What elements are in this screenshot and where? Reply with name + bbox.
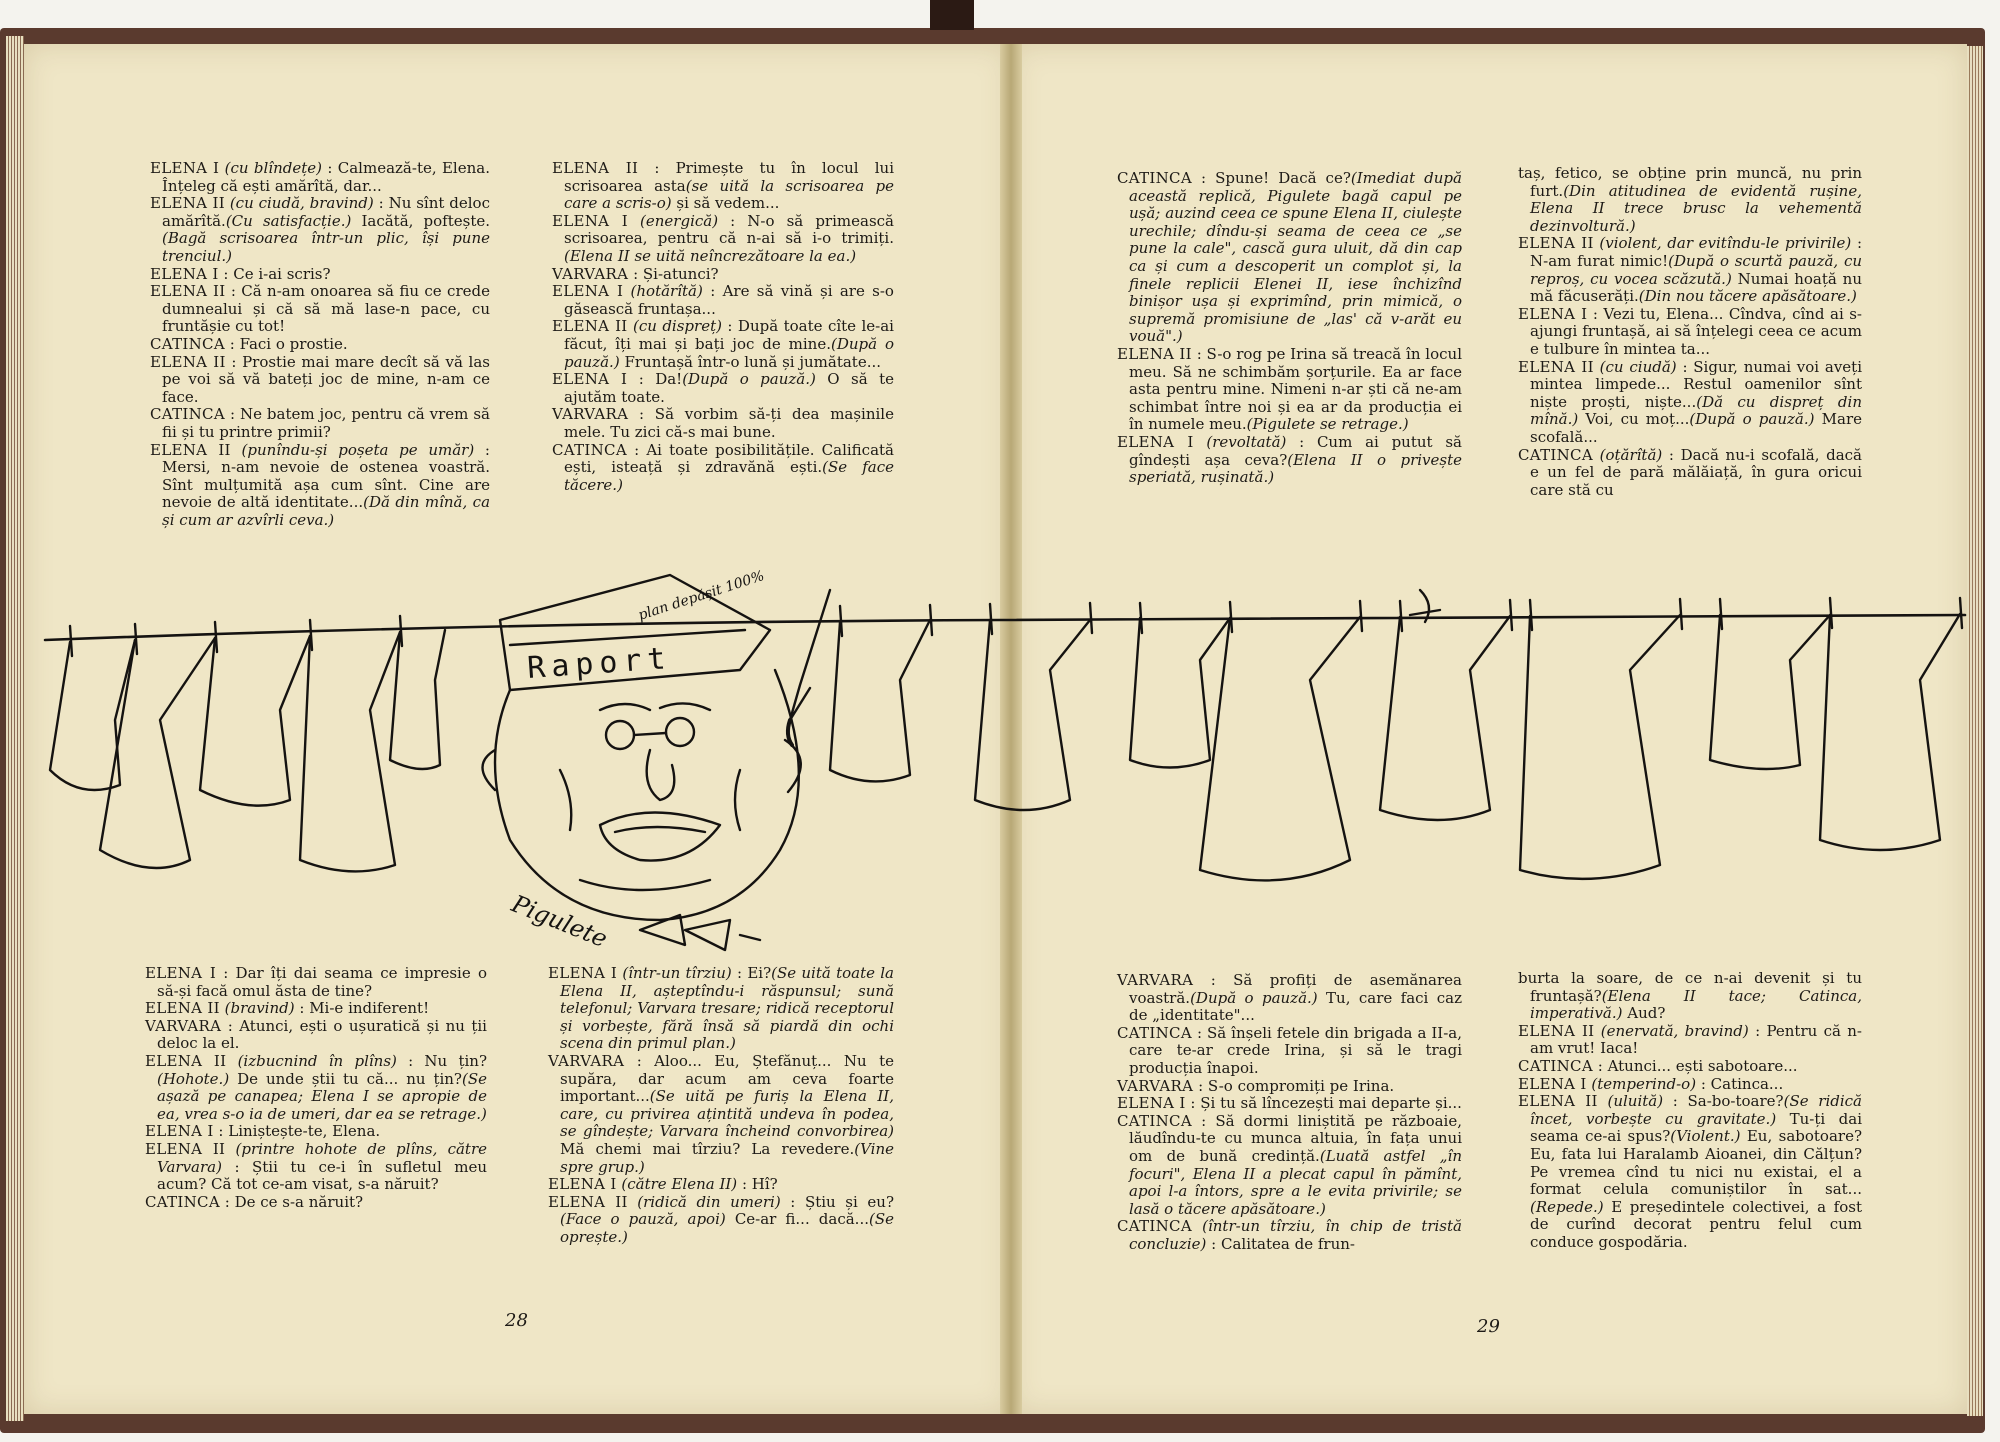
dialogue-line <box>145 965 487 1000</box>
left-column-top-2 <box>552 160 894 494</box>
line-text: : Să vorbim să-ți dea mașinile mele. Tu zici că-s mai bune. <box>564 405 894 441</box>
dialogue-line <box>1117 1218 1462 1253</box>
speaker-name: CATINCA <box>1117 1111 1192 1130</box>
dialogue-line <box>150 354 490 407</box>
line-text: : Hî? <box>741 1175 778 1194</box>
dialogue-line <box>1117 170 1462 346</box>
line-text: : Aloo... Eu, Ștefănuț... Nu te supăra, dar acum am ceva foarte important... <box>560 1051 894 1106</box>
dialogue-line <box>552 318 894 371</box>
laundry-right-2 <box>975 620 1090 810</box>
stage-direction: (către Elena II) <box>621 1175 738 1194</box>
speaker-name: ELENA I <box>1518 1074 1587 1093</box>
stage-direction: (energică) <box>640 211 719 230</box>
line-text: : De ce s-a năruit? <box>224 1192 364 1211</box>
line-text: : S-o rog pe Irina să treacă în locul meu. Să ne schimbăm șorțurile. Ea ar face asta pentru mine. Nimeni n-ar ști că ne-am schimbat între noi și ea ar da producția ei în numele meu. <box>1129 344 1462 434</box>
line-text: : Are să vină și are s-o găsească fruntașa... <box>564 282 894 318</box>
dialogue-line <box>1518 1058 1862 1076</box>
dialogue-line <box>1518 235 1862 305</box>
stage-direction: (temperind-o) <box>1591 1074 1697 1093</box>
line-text: Iacătă, poftește. <box>361 211 490 230</box>
line-text: taș, fetico, se obține prin muncă, nu prin furt. <box>1518 164 1862 200</box>
line-text: E președintele colectivei, a fost de curînd decorat pentru felul cum conduce gospodăria. <box>1530 1197 1862 1251</box>
line-text: O să te ajutăm toate. <box>564 370 894 406</box>
speaker-name: ELENA II <box>1518 357 1594 376</box>
line-text: : N-o să primească scrisoarea, pentru că n-ai să i-o trimiți. <box>564 211 894 248</box>
line-text: : Că n-am onoarea să fiu ce crede dumnealui și că să mă lase-n pace, cu fruntășie cu tot! <box>162 282 490 336</box>
speaker-name: ELENA I <box>548 964 618 982</box>
stage-direction: (Bagă scrisoarea într-un plic, își pune trenciul.) <box>162 229 490 265</box>
right-column-bottom-1 <box>1117 972 1462 1254</box>
dialogue-line <box>150 336 490 354</box>
speaker-name: VARVARA <box>548 1051 625 1070</box>
stage-direction: (cu ciudă) <box>1599 357 1677 376</box>
laundry-left-4 <box>300 632 400 871</box>
speaker-name: ELENA II <box>552 159 639 177</box>
stage-direction: (punîndu-și poșeta pe umăr) <box>241 440 475 459</box>
dialogue-line <box>552 283 894 318</box>
stage-direction: (printre hohote de plîns, către Varvara) <box>157 1139 487 1176</box>
speaker-name: ELENA I <box>145 964 217 982</box>
laundry-left-3 <box>200 636 310 806</box>
stage-direction: (Repede.) <box>1530 1197 1604 1216</box>
pen-icon <box>790 590 830 720</box>
hat-text: plan depășit 100% <box>636 567 767 624</box>
dialogue-line <box>548 1176 894 1194</box>
speaker-name: ELENA II <box>552 317 628 336</box>
speaker-name: ELENA I <box>552 282 624 301</box>
stage-direction: (uluită) <box>1607 1092 1664 1111</box>
speaker-name: VARVARA <box>552 264 629 283</box>
speaker-name: ELENA I <box>548 1175 617 1194</box>
signature: Pigulete <box>507 889 612 954</box>
dialogue-line <box>1518 1023 1862 1058</box>
speaker-name: ELENA I <box>150 159 220 177</box>
dialogue-line <box>145 1053 487 1123</box>
stage-direction: (bravind) <box>224 999 295 1018</box>
line-text: : Atunci... ești sabotoare... <box>1597 1056 1798 1075</box>
dialogue-line <box>1518 1076 1862 1094</box>
line-text: De unde știi tu că... nu țin? <box>237 1069 462 1088</box>
caricature-mouth <box>600 813 720 861</box>
stage-direction: (Se face tăcere.) <box>564 458 895 494</box>
stage-direction: (Dă din mînă, ca și cum ar azvîrli ceva.) <box>162 493 491 529</box>
speaker-name: CATINCA <box>1117 1217 1192 1236</box>
line-text: Mare scofală... <box>1530 410 1862 446</box>
dialogue-line <box>552 266 894 284</box>
speaker-name: ELENA II <box>145 1051 227 1070</box>
speaker-name: ELENA I <box>552 370 628 389</box>
stage-direction: (Elena II se uită neîncrezătoare la ea.) <box>564 246 857 265</box>
dialogue-line <box>1518 359 1862 447</box>
speaker-name: CATINCA <box>150 334 225 353</box>
line-text: : Dar îți dai seama ce impresie o să-și facă omul ăsta de tine? <box>157 964 487 1000</box>
dialogue-line <box>1117 972 1462 1025</box>
speaker-name: VARVARA <box>1117 1076 1194 1095</box>
speaker-name: ELENA I <box>1518 304 1588 323</box>
line-text: : Să dormi liniștită pe războaie, lăudîndu-te cu munca altuia, în fața unui om de bună credință. <box>1129 1111 1462 1165</box>
speaker-name: ELENA I <box>1117 1094 1186 1113</box>
line-text: : Da! <box>638 370 683 389</box>
book-spine <box>930 0 974 30</box>
line-text: : Sa-bo-toare? <box>1672 1092 1784 1111</box>
dialogue-line <box>150 283 490 336</box>
left-column-bottom-1 <box>145 965 487 1211</box>
stage-direction: (Imediat după această replică, Pigulete bagă capul pe ușă; auzind ceea ce spune Elena II, ciulește urechile; dîndu-și seama de ceea ce „se pune la cale", cască gura uluit, dă din cap ca și cum a descoperit un complot și, la finele replicii Elenei II, iese închizînd binișor ușa și exprimînd, prin mimică, o supremă promisiune de „las' că v-arăt eu vouă".) <box>1129 169 1462 346</box>
speaker-name: ELENA I <box>552 211 628 230</box>
dialogue-line <box>1518 165 1862 235</box>
line-text: : Nu țin? <box>408 1051 487 1070</box>
stage-direction: (într-un tîrziu, în chip de tristă concluzie) <box>1129 1217 1462 1253</box>
line-text: : S-o compromiți pe Irina. <box>1198 1076 1395 1095</box>
stage-direction: (Se uită toate la Elena II, așteptîndu-i răspunsul; sună telefonul; Varvara tresare; ridică receptorul și vorbește, fără însă să piardă din ochi scena din primul plan.) <box>560 964 894 1053</box>
line-text: : Ne batem joc, pentru că vrem să fii și tu printre primii? <box>162 405 490 441</box>
line-text: : Faci o prostie. <box>229 334 348 353</box>
line-text: Ce-ar fi... dacă... <box>734 1210 869 1229</box>
line-text: : Și tu să lîncezești mai departe și... <box>1190 1094 1462 1113</box>
dialogue-line <box>145 1123 487 1141</box>
dialogue-line <box>1117 434 1462 487</box>
page-number-right: 29 <box>1477 1316 1500 1337</box>
speaker-name: ELENA II <box>1518 234 1594 253</box>
dialogue-line <box>150 160 490 195</box>
dialogue-line <box>1117 346 1462 434</box>
dialogue-line <box>1117 1113 1462 1219</box>
line-text: : Atunci, ești o ușuratică și nu ții deloc la el. <box>157 1016 487 1053</box>
stage-direction: (Vine spre grup.) <box>560 1139 894 1176</box>
speaker-name: ELENA II <box>1117 344 1192 363</box>
line-text: Eu, sabotoare? Eu, fata lui Haralamb Aioanei, din Călțun? Pe vremea cînd tu nici nu existai, el a format celula comuniștilor în sat... <box>1530 1127 1862 1199</box>
stage-direction: (Se așază pe canapea; Elena I se apropie de ea, vrea s-o ia de umeri, dar ea se retrage.) <box>157 1069 487 1123</box>
stage-direction: (Dă cu dispreț din mînă.) <box>1530 392 1862 429</box>
speaker-name: ELENA II <box>145 999 220 1018</box>
line-text: : Să profiți de asemănarea voastră. <box>1129 971 1462 1007</box>
speaker-name: VARVARA <box>552 405 629 424</box>
line-text: : Vezi tu, Elena... Cîndva, cînd ai s-ajungi fruntașă, ai să înțelegi ceea ce acum e tulbure în mintea ta... <box>1530 304 1863 358</box>
laundry-right-8 <box>1820 614 1960 850</box>
stage-direction: (Violent.) <box>1670 1127 1741 1146</box>
dialogue-line <box>150 442 490 530</box>
dialogue-line <box>552 160 894 213</box>
line-text: : Ai toate posibilitățile. Calificată ești, isteață și zdravănă ești. <box>564 440 894 477</box>
dialogue-line <box>552 406 894 441</box>
stage-direction: (După o scurtă pauză, cu reproș, cu vocea scăzută.) <box>1530 251 1862 288</box>
stage-direction: (se uită la scrisoarea pe care a scris-o) <box>564 176 895 213</box>
page-number-left: 28 <box>505 1310 528 1331</box>
dialogue-line <box>548 1053 894 1176</box>
line-text: Tu-ți dai seama ce-ai spus? <box>1530 1109 1862 1146</box>
speaker-name: ELENA II <box>150 440 231 459</box>
dialogue-line <box>150 406 490 441</box>
dialogue-line <box>145 1194 487 1212</box>
speaker-name: CATINCA <box>1518 1056 1593 1075</box>
dialogue-line <box>145 1000 487 1018</box>
laundry-left-2 <box>100 638 215 868</box>
line-text: : Și-atunci? <box>633 264 719 283</box>
line-text: Aud? <box>1627 1004 1666 1023</box>
speaker-name: CATINCA <box>1518 445 1593 464</box>
stage-direction: (Luată astfel „în focuri", Elena II a plecat capul în pămînt, apoi l-a întors, spre a le evita privirile; se lasă o tăcere apăsătoare.) <box>1129 1146 1463 1218</box>
dialogue-line <box>552 371 894 406</box>
dialogue-line <box>548 1194 894 1247</box>
line-text: Voi, cu moț... <box>1585 410 1690 429</box>
dialogue-line <box>1518 970 1862 1023</box>
laundry-right-7 <box>1710 615 1830 769</box>
dialogue-line <box>145 1141 487 1194</box>
report-label: Raport <box>526 640 673 686</box>
line-text: burta la soare, de ce n-ai devenit și tu fruntașă? <box>1518 969 1862 1005</box>
line-text: și să vedem... <box>676 194 780 213</box>
laundry-right-5 <box>1380 616 1510 820</box>
line-text: : Prostie mai mare decît să vă las pe voi să vă bateți joc de mine, n-am ce face. <box>162 352 490 406</box>
dialogue-line <box>552 442 894 495</box>
stage-direction: (revoltată) <box>1206 432 1287 451</box>
line-text: : Primește tu în locul lui scrisoarea asta <box>564 159 894 195</box>
stage-direction: (Se ridică încet, vorbește cu gravitate.) <box>1530 1092 1862 1128</box>
left-column-bottom-2 <box>548 965 894 1247</box>
line-text: : Ei? <box>737 964 772 982</box>
stage-direction: (Cu satisfacție.) <box>225 211 352 230</box>
stage-direction: (Hohote.) <box>157 1069 230 1088</box>
stage-direction: (violent, dar evitîndu-le privirile) <box>1599 234 1852 253</box>
stage-direction: (enervată, bravind) <box>1600 1021 1749 1040</box>
stage-direction: (într-un tîrziu) <box>622 964 732 982</box>
speaker-name: ELENA II <box>150 352 226 371</box>
right-column-top-2 <box>1518 165 1862 499</box>
stage-direction: (ridică din umeri) <box>637 1192 781 1211</box>
stage-direction: (După o pauză.) <box>1689 410 1815 429</box>
line-text: : Liniștește-te, Elena. <box>218 1122 381 1141</box>
line-text: : Catinca... <box>1700 1074 1784 1093</box>
line-text: : Pentru că n-am vrut! Iaca! <box>1530 1021 1862 1058</box>
line-text: : Calitatea de frun- <box>1211 1234 1355 1253</box>
line-text: : Să înșeli fetele din brigada a II-a, care te-ar crede Irina, și să le tragi producția înapoi. <box>1129 1023 1462 1077</box>
stage-direction: (Se uită pe furiș la Elena II, care, cu privirea ațintită undeva în podea, se gîndește; Varvara încheind convorbirea) <box>560 1087 894 1141</box>
stage-direction: (Elena II tace; Catinca, imperativă.) <box>1530 986 1862 1023</box>
dialogue-line <box>1518 447 1862 500</box>
line-text: : Dacă nu-i scofală, dacă e un fel de pară mălăiață, în gura oricui care stă cu <box>1530 445 1862 499</box>
line-text: Tu, care faci caz de „identitate"... <box>1129 988 1462 1025</box>
stage-direction: (Se oprește.) <box>560 1210 894 1246</box>
stage-direction: (cu dispreț) <box>632 317 722 336</box>
laundry-right-4 <box>1200 617 1360 880</box>
right-column-bottom-2 <box>1518 970 1862 1252</box>
speaker-name: CATINCA <box>150 405 225 424</box>
line-text: : Spune! Dacă ce? <box>1201 169 1351 187</box>
stage-direction: (După o pauză.) <box>682 370 816 389</box>
line-text: : Știi tu ce-i în sufletul meu acum? Că tot ce-am visat, s-a năruit? <box>157 1157 487 1194</box>
dialogue-line <box>1117 1025 1462 1078</box>
speaker-name: VARVARA <box>1117 971 1194 989</box>
stage-direction: (După o pauză.) <box>564 334 894 371</box>
speaker-name: VARVARA <box>145 1016 222 1035</box>
laundry-left-5 <box>390 630 445 769</box>
dialogue-line <box>548 965 894 1053</box>
stage-direction: (cu blîndețe) <box>224 159 322 177</box>
speaker-name: CATINCA <box>145 1192 220 1211</box>
line-text: : Nu sînt deloc amărîtă. <box>162 194 490 230</box>
speaker-name: ELENA II <box>1518 1021 1595 1040</box>
speaker-name: ELENA I <box>150 264 219 283</box>
line-text: : Calmează-te, Elena. Înțeleg că ești amărîtă, dar... <box>162 159 490 195</box>
line-text: : Mi-e indiferent! <box>299 999 430 1018</box>
line-text: Mă chemi mai tîrziu? La revedere. <box>560 1139 855 1158</box>
speaker-name: ELENA I <box>1117 432 1194 451</box>
speaker-name: ELENA II <box>1518 1092 1598 1111</box>
dialogue-line <box>145 1018 487 1053</box>
dialogue-line <box>552 213 894 266</box>
dialogue-line <box>1117 1095 1462 1113</box>
stage-direction: (izbucnind în plîns) <box>237 1051 397 1070</box>
page-edges-left <box>6 36 24 1421</box>
speaker-name: ELENA I <box>145 1122 214 1141</box>
right-column-top-1 <box>1117 170 1462 487</box>
stage-direction: (hotărîtă) <box>630 282 703 301</box>
stage-direction: (Elena II o privește speriată, rușinată.) <box>1129 450 1462 487</box>
line-text: : Ce i-ai scris? <box>223 264 331 283</box>
speaker-name: CATINCA <box>1117 1023 1192 1042</box>
stage-direction: (cu ciudă, bravind) <box>229 194 374 213</box>
stage-direction: (Face o pauză, apoi) <box>560 1210 726 1229</box>
stage-direction: (Pigulete se retrage.) <box>1246 415 1409 434</box>
speaker-name: ELENA II <box>150 194 225 213</box>
caricature-illustration <box>40 560 1970 960</box>
line-text: Fruntașă într-o lună și jumătate... <box>624 352 882 371</box>
speaker-name: ELENA II <box>145 1139 226 1158</box>
laundry-right-1 <box>830 620 930 781</box>
laundry-right-6 <box>1520 615 1680 879</box>
dialogue-line <box>1117 1078 1462 1096</box>
speaker-name: CATINCA <box>1117 169 1192 187</box>
line-text: : N-am furat nimic! <box>1530 234 1862 270</box>
stage-direction: (După o pauză.) <box>1190 988 1318 1007</box>
dialogue-line <box>150 195 490 265</box>
speaker-name: ELENA II <box>548 1192 628 1211</box>
stage-direction: (Din atitudinea de evidentă rușine, Elena II trece brusc la vehementă dezinvoltură.) <box>1530 181 1862 235</box>
speaker-name: ELENA II <box>150 282 226 301</box>
dialogue-line <box>1518 1093 1862 1251</box>
stage-direction: (oțărîtă) <box>1599 445 1663 464</box>
line-text: : Mersi, n-am nevoie de ostenea voastră. Sînt mulțumită așa cum sînt. Cine are nevoie de altă identitate... <box>162 440 490 512</box>
line-text: : Sigur, numai voi aveți mintea limpede... Restul oamenilor sînt niște proști, niște... <box>1530 357 1862 411</box>
dialogue-line <box>1518 306 1862 359</box>
left-column-top-1 <box>150 160 490 529</box>
line-text: : Știu și eu? <box>790 1192 894 1211</box>
line-text: : Cum ai putut să gîndești așa ceva? <box>1129 432 1462 469</box>
speaker-name: CATINCA <box>552 440 627 459</box>
dialogue-line <box>150 266 490 284</box>
line-text: Numai hoață nu mă făcuserăți. <box>1530 269 1862 306</box>
stage-direction: (Din nou tăcere apăsătoare.) <box>1638 287 1857 306</box>
line-text: : După toate cîte le-ai făcut, îți mai și bați joc de mine. <box>564 317 894 353</box>
